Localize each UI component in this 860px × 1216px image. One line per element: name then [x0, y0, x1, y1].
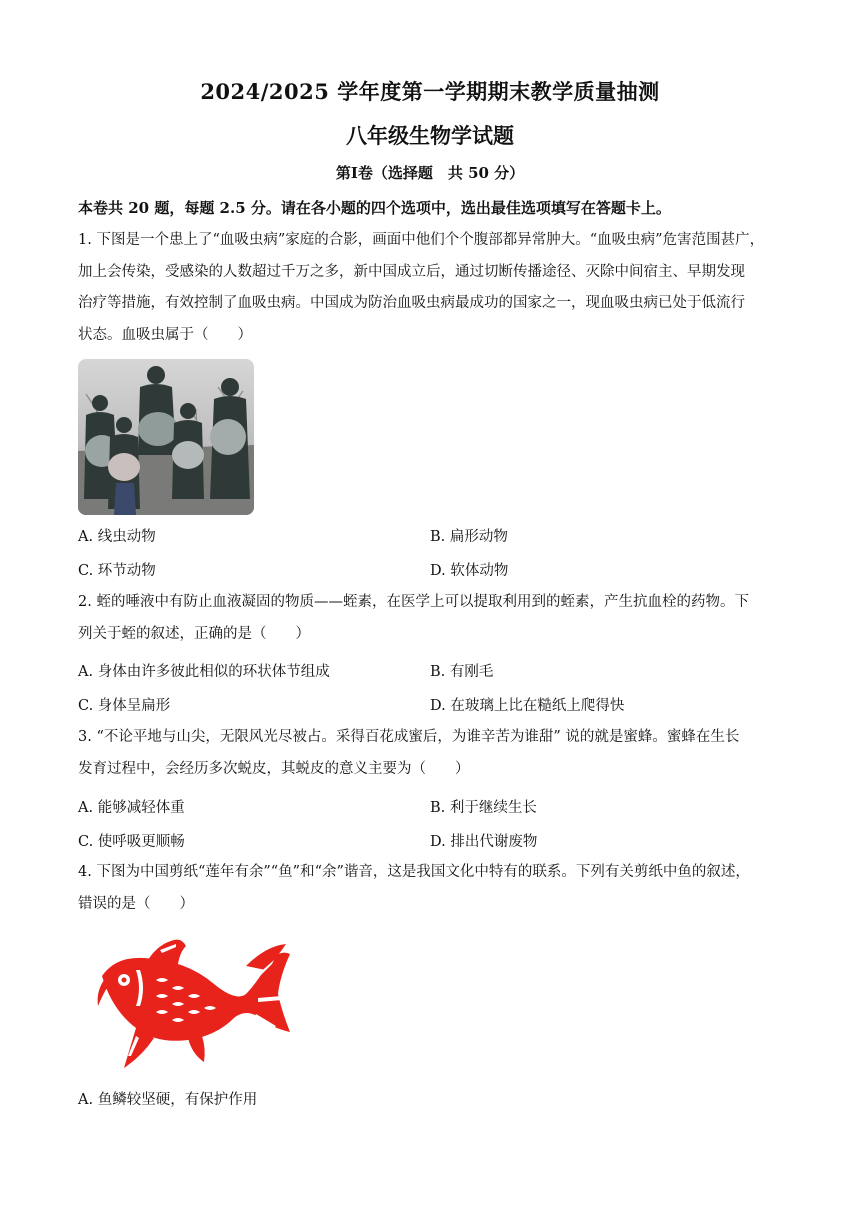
instructions: 本卷共 20 题，每题 2.5 分。请在各小题的四个选项中，选出最佳选项填写在答题卡上。 [78, 199, 671, 217]
question-4-stem [78, 857, 788, 920]
exam-title: 2024/2025 学年度第一学期期末教学质量抽测 [200, 79, 660, 104]
schistosomiasis-family-photo [78, 359, 254, 515]
question-1-stem [78, 225, 788, 351]
section-heading: 第Ⅰ卷（选择题 共 50 分） [335, 164, 525, 182]
stem-line: 状态。血吸虫属于（ ） [78, 326, 252, 343]
option-d: D. 软体动物 [430, 563, 509, 579]
option-d: D. 在玻璃上比在糙纸上爬得快 [430, 698, 625, 714]
option-b: B. 扁形动物 [430, 529, 508, 545]
option-c: C. 使呼吸更顺畅 [78, 834, 185, 850]
option-a: A. 身体由许多彼此相似的环状体节组成 [78, 664, 330, 680]
question-3-stem [78, 722, 788, 785]
question-2-stem [78, 587, 788, 650]
stem-line: 治疗等措施，有效控制了血吸虫病。中国成为防治血吸虫病最成功的国家之一，现血吸虫病已处于低流行 [78, 295, 745, 311]
option-b: B. 利于继续生长 [430, 800, 537, 816]
option-a: A. 线虫动物 [78, 529, 156, 545]
option-a: A. 能够减轻体重 [78, 800, 185, 816]
exam-subtitle: 八年级生物学试题 [346, 123, 514, 148]
stem-line: 列关于蛭的叙述，正确的是（ ） [78, 625, 310, 642]
stem-line: 发育过程中，会经历多次蜕皮，其蜕皮的意义主要为（ ） [78, 760, 470, 777]
stem-line: 1. 下图是一个患上了“血吸虫病”家庭的合影，画面中他们个个腹部都异常肿大。“血吸虫病”危害范围甚广， [78, 232, 765, 248]
paper-cut-fish-image [96, 936, 292, 1074]
stem-line: 3. “不论平地与山尖，无限风光尽被占。采得百花成蜜后，为谁辛苦为谁甜” 说的就是蜜蜂。蜜蜂在生长 [78, 729, 740, 745]
stem-line: 加上会传染，受感染的人数超过千万之多，新中国成立后，通过切断传播途径、灭除中间宿主、早期发现 [78, 263, 745, 280]
stem-line: 2. 蛭的唾液中有防止血液凝固的物质——蛭素，在医学上可以提取利用到的蛭素，产生抗血栓的药物。下 [78, 594, 749, 610]
stem-line: 错误的是（ ） [78, 895, 194, 912]
option-c: C. 身体呈扁形 [78, 698, 171, 714]
stem-line: 4. 下图为中国剪纸“莲年有余”“鱼”和“余”谐音，这是我国文化中特有的联系。下列有关剪纸中鱼的叙述， [78, 864, 750, 880]
option-b: B. 有刚毛 [430, 664, 494, 680]
option-a: A. 鱼鳞较坚硬，有保护作用 [78, 1092, 258, 1108]
option-d: D. 排出代谢废物 [430, 834, 538, 850]
option-c: C. 环节动物 [78, 563, 156, 579]
